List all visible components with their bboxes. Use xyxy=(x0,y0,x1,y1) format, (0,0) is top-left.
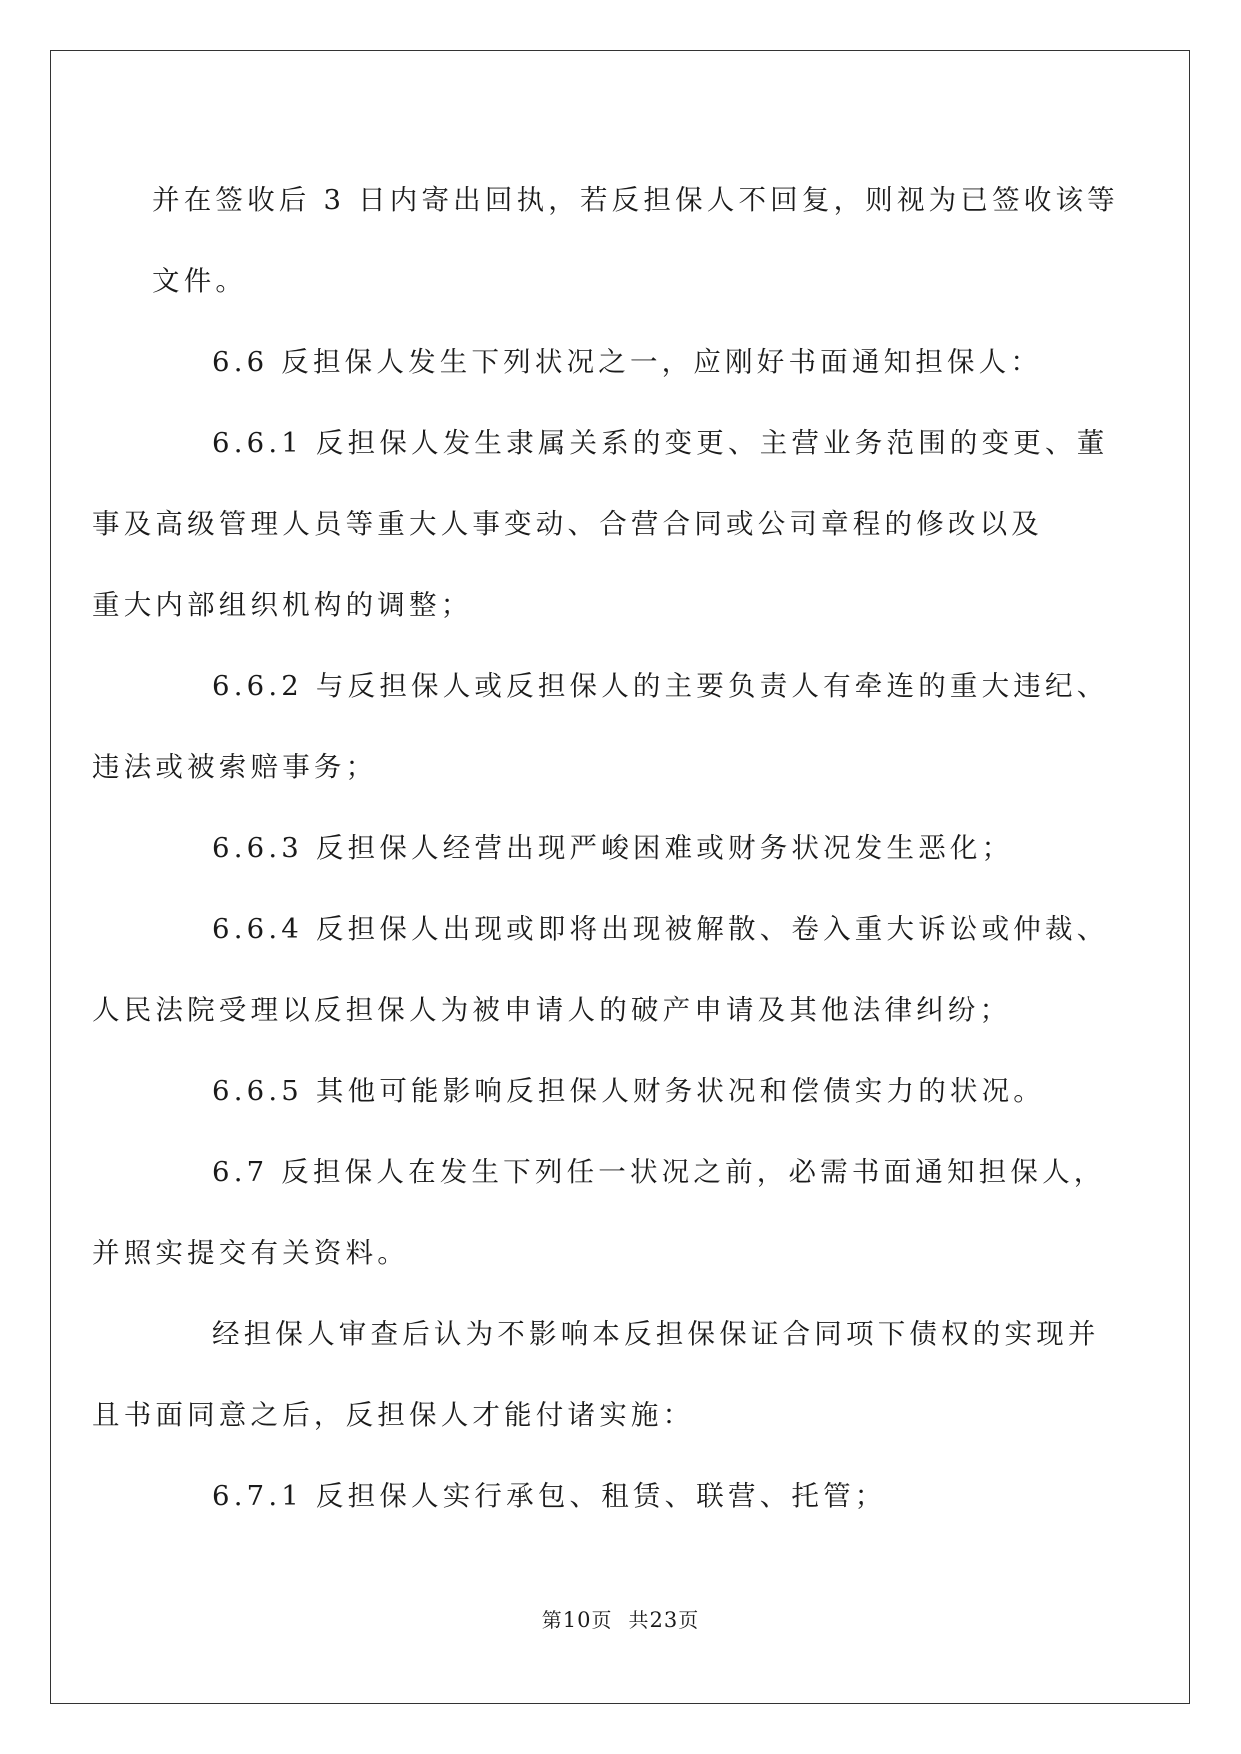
text-line: 文件。 xyxy=(152,265,248,297)
footer-total-suffix: 页 xyxy=(678,1608,700,1632)
text-line: 且书面同意之后，反担保人才能付诸实施： xyxy=(92,1399,695,1431)
document-body xyxy=(92,160,1119,1537)
footer-total-prefix: 共 xyxy=(628,1608,650,1632)
text-line: 6.6.1 反担保人发生隶属关系的变更、主营业务范围的变更、董 xyxy=(212,427,1109,459)
paragraph xyxy=(152,160,1119,322)
footer-page-word: 页 xyxy=(591,1608,613,1632)
text-line: 6.6.4 反担保人出现或即将出现被解散、卷入重大诉讼或仲裁、 xyxy=(212,913,1109,945)
paragraph xyxy=(152,322,1094,403)
text-line: 6.6.3 反担保人经营出现严峻困难或财务状况发生恶化； xyxy=(212,832,1014,864)
paragraph xyxy=(92,1132,1106,1294)
paragraph xyxy=(152,1456,1094,1537)
text-line: 6.6.5 其他可能影响反担保人财务状况和偿债实力的状况。 xyxy=(212,1075,1046,1107)
text-line: 事及高级管理人员等重大人事变动、合营合同或公司章程的修改以及 xyxy=(92,508,1043,540)
current-page-number: 10 xyxy=(562,1608,592,1632)
page-footer xyxy=(0,1604,1241,1633)
paragraph xyxy=(92,889,1109,1051)
text-line: 6.7.1 反担保人实行承包、租赁、联营、托管； xyxy=(212,1480,887,1512)
text-line: 并照实提交有关资料。 xyxy=(92,1237,409,1269)
paragraph xyxy=(152,808,1094,889)
text-line: 并在签收后 3 日内寄出回执，若反担保人不回复，则视为已签收该等 xyxy=(152,184,1119,216)
text-line: 6.6.2 与反担保人或反担保人的主要负责人有牵连的重大违纪、 xyxy=(212,670,1109,702)
paragraph xyxy=(92,646,1109,808)
text-line: 人民法院受理以反担保人为被申请人的破产申请及其他法律纠纷； xyxy=(92,994,1012,1026)
text-line: 违法或被索赔事务； xyxy=(92,751,378,783)
footer-prefix: 第 xyxy=(541,1608,563,1632)
text-line: 重大内部组织机构的调整； xyxy=(92,589,473,621)
text-line: 6.7 反担保人在发生下列任一状况之前，必需书面通知担保人， xyxy=(212,1156,1106,1188)
paragraph xyxy=(92,403,1109,646)
text-line: 经担保人审查后认为不影响本反担保保证合同项下债权的实现并 xyxy=(212,1318,1100,1350)
paragraph xyxy=(152,1051,1094,1132)
paragraph xyxy=(92,1294,1100,1456)
text-line: 6.6 反担保人发生下列状况之一，应刚好书面通知担保人： xyxy=(212,346,1043,378)
total-pages-number: 23 xyxy=(649,1608,679,1632)
